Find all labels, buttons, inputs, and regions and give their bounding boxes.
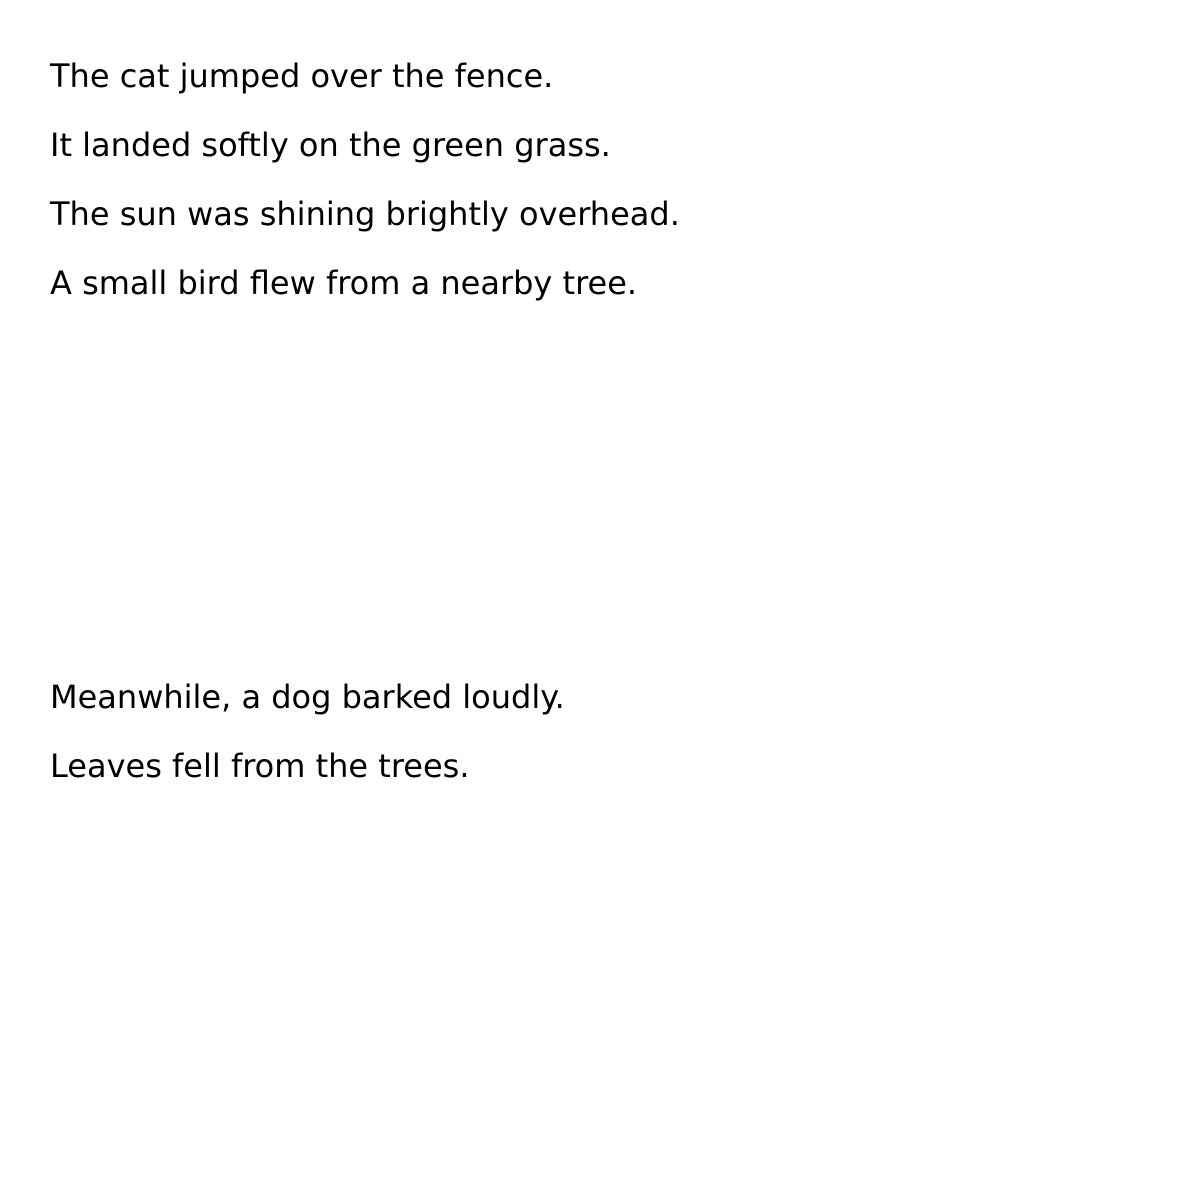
text-line: A small bird flew from a nearby tree. [50,264,638,302]
text-line: The sun was shining brightly overhead. [50,195,680,233]
text-line: Leaves fell from the trees. [50,747,470,785]
text-line: Meanwhile, a dog barked loudly. [50,678,565,716]
text-line: It landed softly on the green grass. [50,126,611,164]
text-line: The cat jumped over the fence. [50,57,554,95]
